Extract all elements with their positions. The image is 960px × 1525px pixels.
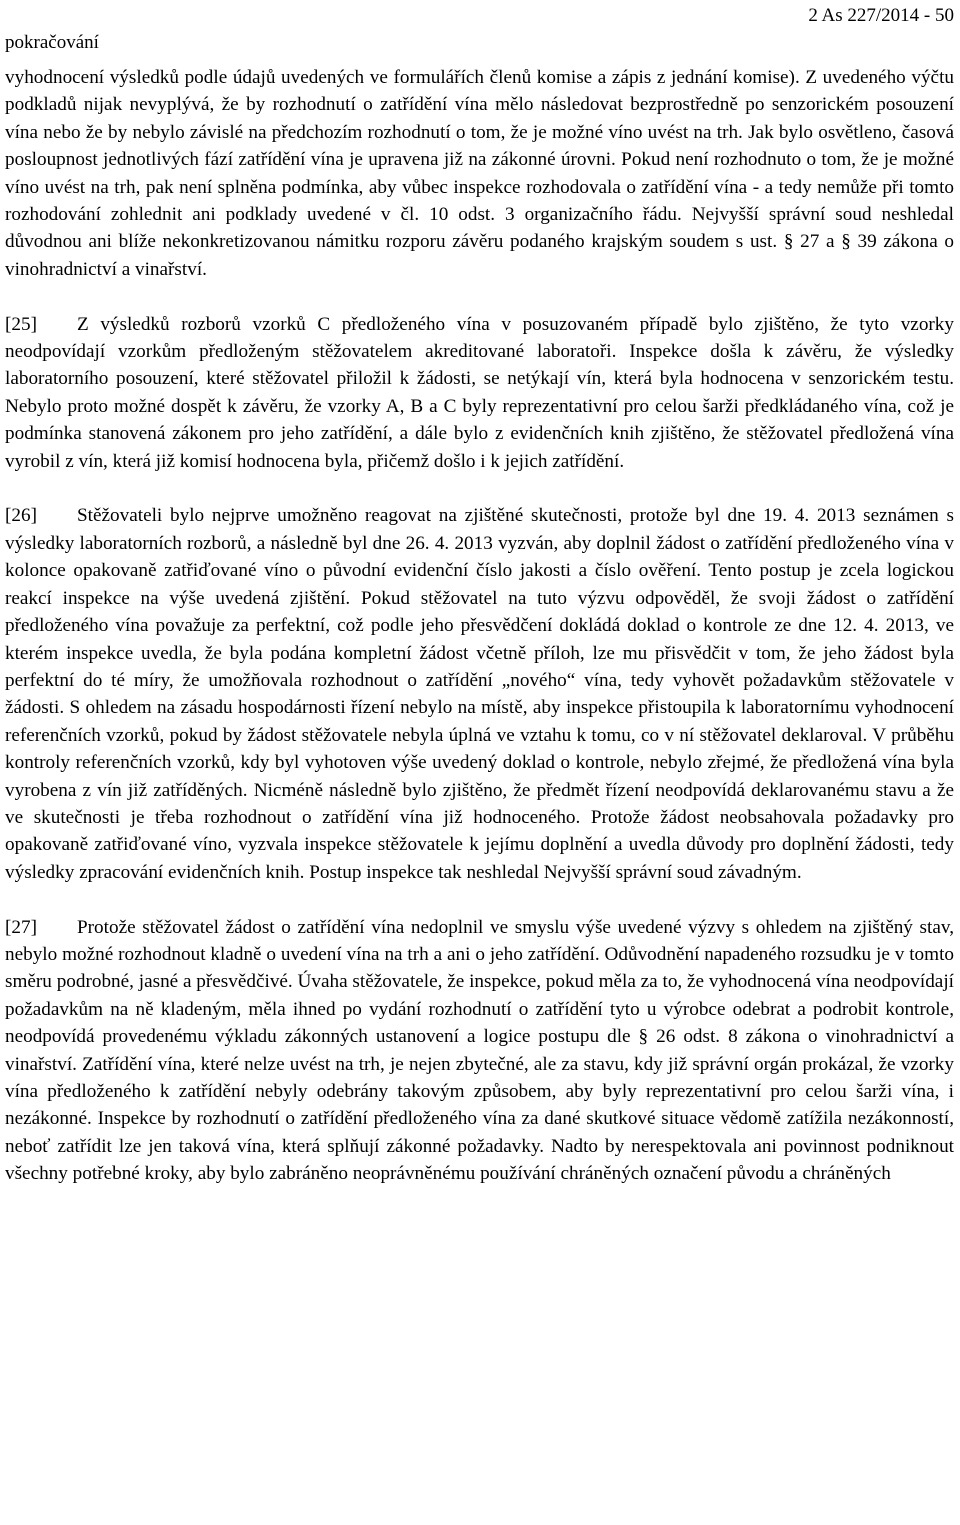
paragraph-text: Stěžovateli bylo nejprve umožněno reagovat na zjištěné skutečnosti, protože byl dne 19. 4. 2013 seznámen s výsledky laboratorních rozborů, a následně byl dne 26. 4. 2013 vyzván, aby doplnil žádost o zatřídění předloženého vína v kolonce opakovaně zatřiďované víno o původní evidenční číslo jakosti a číslo ověření. Tento postup je zcela logickou reakcí inspekce na výše uvedená zjištění. Pokud stěžovatel na tuto výzvu odpověděl, že svoji žádost o zatřídění předloženého vína považuje za perfektní, což podle jeho přesvědčení dokládá doklad o kontrole ze dne 12. 4. 2013, ve kterém inspekce uvedla, že byla podána kompletní žádost včetně příloh, lze mu přisvědčit v tom, že jeho žádost byla perfektní do té míry, že umožňovala rozhodnout o zatřídění „nového“ vína, tedy vyhovět požadavkům stěžovatele v žádosti. S ohledem na zásadu hospodárnosti řízení nebylo na místě, aby inspekce přistoupila k laboratornímu vyhodnocení referenčních vzorků, pokud by žádost stěžovatele nebyla úplná ve vztahu k tomu, co v ní stěžovatel deklaroval. V průběhu kontroly referenčních vzorků, kdy byl vyhotoven výše uvedený doklad o kontrole, nebylo zřejmé, že předložená vína byla vyrobena z vín již zatříděných. Nicméně následně bylo zjištěno, že předmět řízení neodpovídá deklarovanému stavu a že ve skutečnosti je třeba rozhodnout o zatřídění vína již hodnoceného. Protože žádost neobsahovala požadavky pro opakovaně zatřiďované víno, vyzvala inspekce stěžovatele k jejímu doplnění a uvedla důvody pro doplnění žádosti, tedy výsledky zpracování evidenčních knih. Postup inspekce tak neshledal Nejvyšší správní soud závadným. (5, 505, 954, 883)
paragraph-number: [25] (5, 313, 37, 335)
paragraph-text: Protože stěžovatel žádost o zatřídění vína nedoplnil ve smyslu výše uvedené výzvy s ohledem na zjištěný stav, nebylo možné rozhodnout kladně o uvedení vína na trh a ani o jeho zatřídění. Odůvodnění napadeného rozsudku je v tomto směru podrobné, jasné a přesvědčivé. Úvaha stěžovatele, že inspekce, pokud měla za to, že vyhodnocená vína neodpovídají požadavkům na ně kladeným, měla ihned po vydání rozhodnutí o zatřídění tyto u výrobce odebrat a podrobit kontrole, neodpovídá provedenému výkladu zákonných ustanovení a logice postupu dle § 26 odst. 8 zákona o vinohradnictví a vinařství. Zatřídění vína, které nelze uvést na trh, je nejen zbytečné, ale za stavu, kdy již správní orgán prokázal, že vzorky vína předloženého k zatřídění nebyly odebrány takovým způsobem, aby byly reprezentativní pro celou šarži vína, i nezákonné. Inspekce by rozhodnutí o zatřídění předloženého vína za dané skutkové situace vědomě zatížila nezákonností, neboť zatřídit lze jen taková vína, která splňují zákonné požadavky. Nadto by nerespektovala ani povinnost podniknout všechny potřebné kroky, aby bylo zabráněno neoprávněnému používání chráněných označení původu a chráněných (5, 916, 954, 1185)
paragraph-26 (5, 502, 954, 886)
paragraph-27 (5, 914, 954, 1188)
case-reference: 2 As 227/2014 - 50 (808, 5, 954, 26)
page-header (5, 2, 954, 60)
paragraph-text: vyhodnocení výsledků podle údajů uvedených ve formulářích členů komise a zápis z jednání komise). Z uvedeného výčtu podkladů nijak nevyplývá, že by rozhodnutí o zatřídění vína mělo následovat bezprostředně po senzorickém posouzení vína nebo že by nebylo závislé na předchozím rozhodnutí o tom, že je možné víno uvést na trh. Jak bylo osvětleno, časová posloupnost jednotlivých fází zatřídění vína je upravena již na zákonné úrovni. Pokud není rozhodnuto o tom, že je možné víno uvést na trh, pak není splněna podmínka, aby vůbec inspekce rozhodovala o zatřídění vína - a tedy nemůže při tomto rozhodování zohlednit ani podklady uvedené v čl. 10 odst. 3 organizačního řádu. Nejvyšší správní soud neshledal důvodnou ani blíže nekonkretizovanou námitku rozporu závěru podaného krajským soudem s ust. § 27 a § 39 zákona o vinohradnictví a vinařství. (5, 67, 954, 280)
paragraph-continuation (5, 64, 954, 283)
paragraph-text: Z výsledků rozborů vzorků C předloženého vína v posuzovaném případě bylo zjištěno, že tyto vzorky neodpovídají vzorkům předloženým stěžovatelem akreditované laboratoři. Inspekce došla k závěru, že výsledky laboratorního posouzení, které stěžovatel přiložil k žádosti, se netýkají vín, která byla hodnocena v senzorickém testu. Nebylo proto možné dospět k závěru, že vzorky A, B a C byly reprezentativní pro celou šarži předkládaného vína, což je podmínka stanovená zákonem pro jeho zatřídění, a dále bylo z evidenčních knih zjištěno, že stěžovatel předložená vína vyrobil z vín, která již komisí hodnocena byla, přičemž došlo i k jejich zatřídění. (5, 313, 954, 472)
paragraph-number: [27] (5, 916, 37, 938)
continuation-label: pokračování (5, 32, 99, 53)
paragraph-number: [26] (5, 505, 37, 527)
document-body (5, 64, 954, 1188)
paragraph-25 (5, 311, 954, 475)
